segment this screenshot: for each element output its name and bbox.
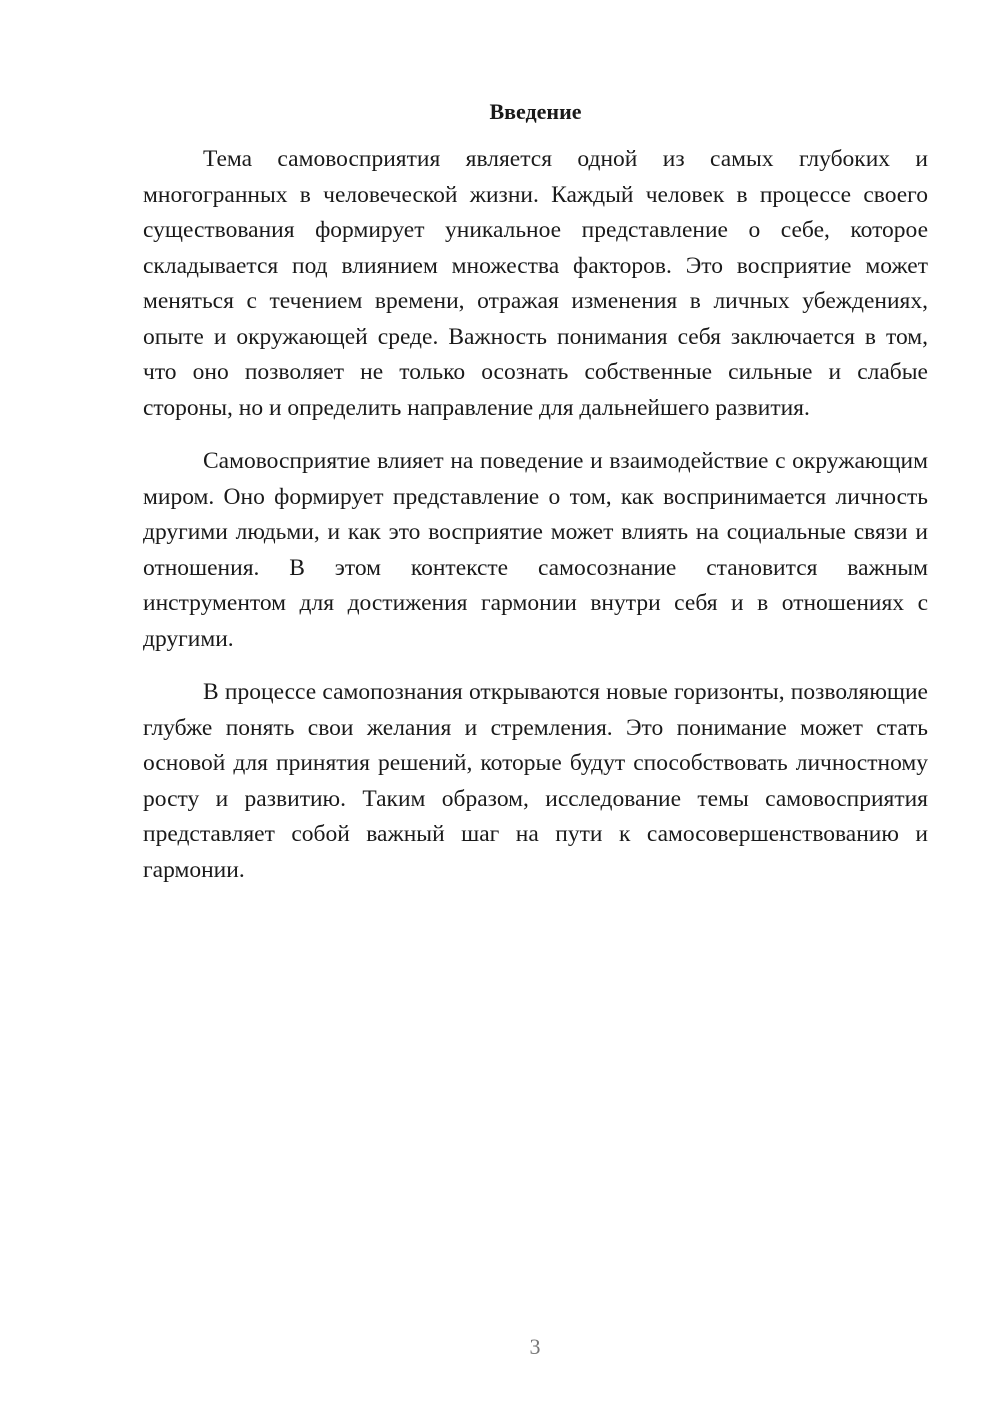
page-number: 3 [529, 1334, 541, 1359]
paragraph-2: Самовосприятие влияет на поведение и взаимодействие с окружающим миром. Оно формирует представление о том, как воспринимается личность другими людьми, и как это восприятие может влиять на социальные связи и отношения. В этом контексте самосознание становится важным инструментом для достижения гармонии внутри себя и в отношениях с другими. [143, 448, 928, 652]
section-heading: Введение [489, 99, 582, 124]
paragraph-3: В процессе самопознания открываются новые горизонты, позволяющие глубже понять свои желания и стремления. Это понимание может стать основой для принятия решений, которые будут способствовать личностному росту и развитию. Таким образом, исследование темы самовосприятия представляет собой важный шаг на пути к самосовершенствованию и гармонии. [143, 679, 928, 883]
paragraph-1: Тема самовосприятия является одной из самых глубоких и многогранных в человеческой жизни. Каждый человек в процессе своего существования формирует уникальное представление о себе, которое складывается под влиянием множества факторов. Это восприятие может меняться с течением времени, отражая изменения в личных убеждениях, опыте и окружающей среде. Важность понимания себя заключается в том, что оно позволяет не только осознать собственные сильные и слабые стороны, но и определить направление для дальнейшего развития. [143, 146, 928, 421]
body-text [143, 142, 928, 906]
